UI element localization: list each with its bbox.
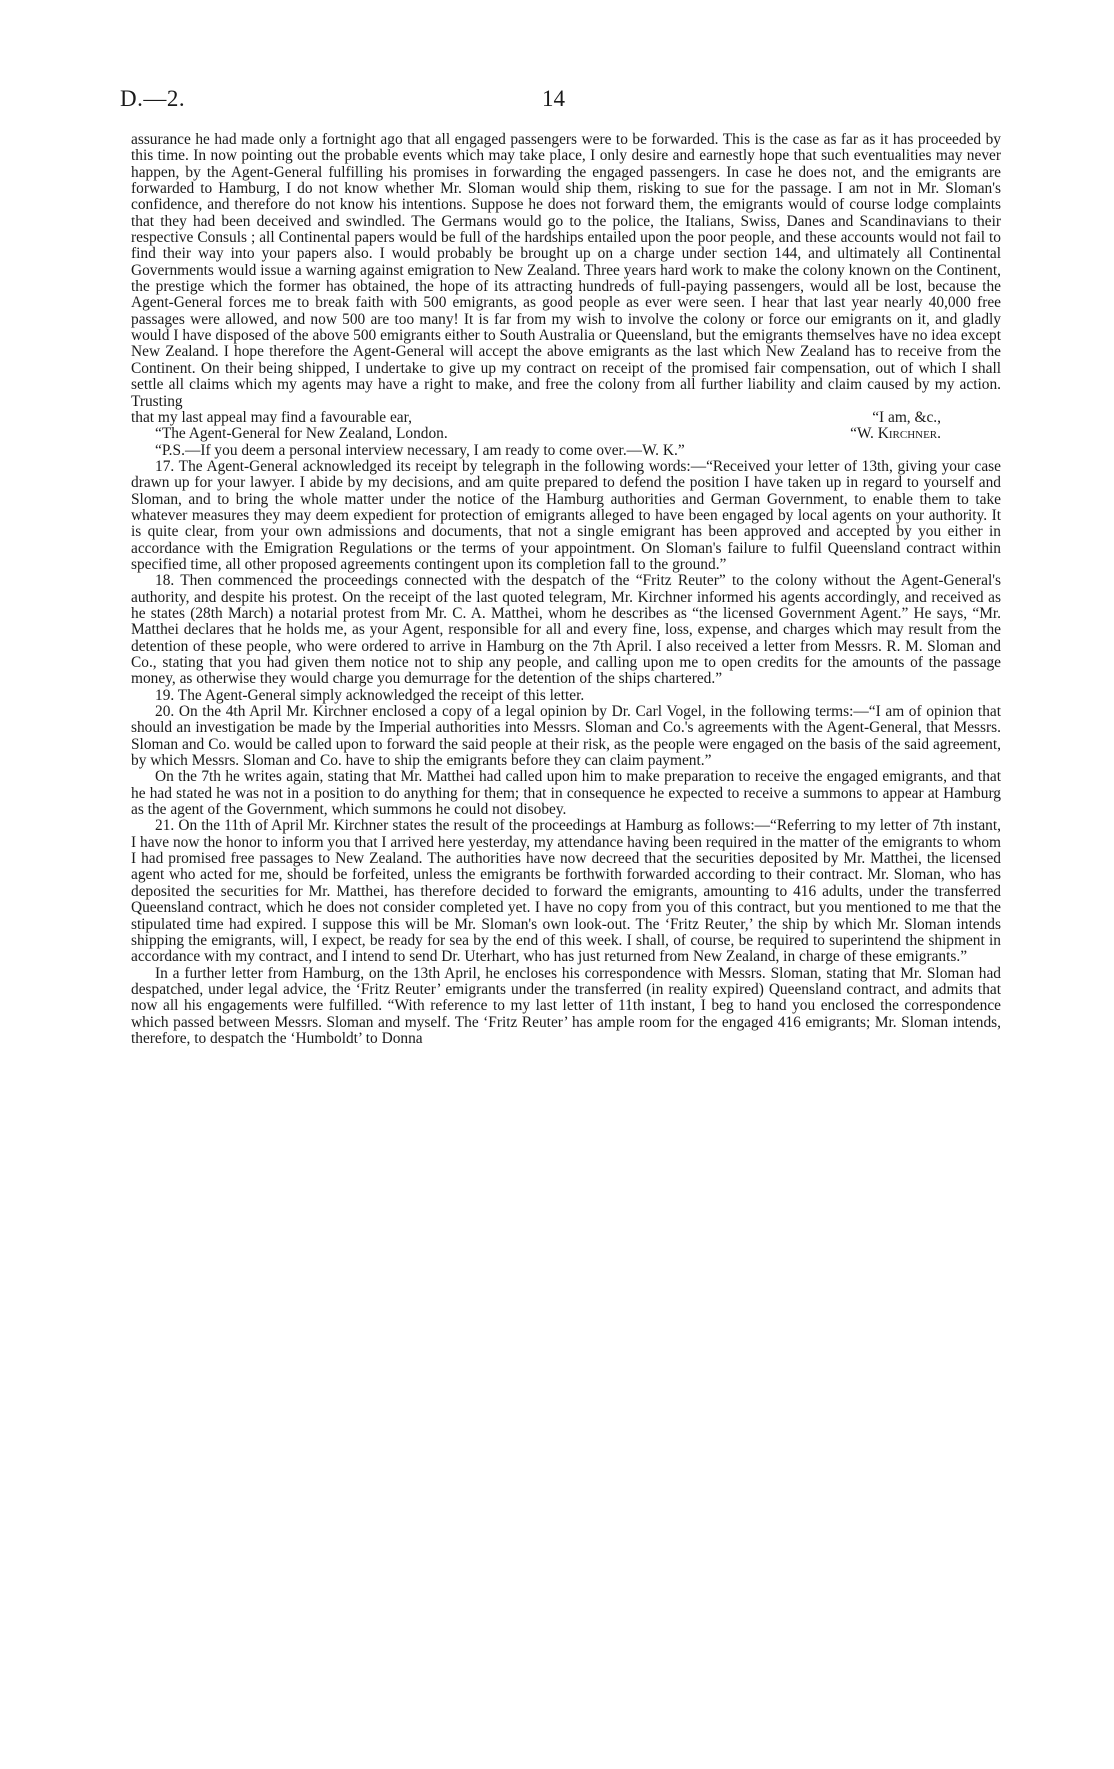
signature: “W. Kirchner. xyxy=(850,425,941,443)
closing-text: that my last appeal may find a favourable ear, xyxy=(131,408,412,426)
document-body xyxy=(131,132,1001,1047)
postscript: “P.S.—If you deem a personal interview necessary, I am ready to come over.—W. K.” xyxy=(155,441,685,459)
paragraph-20-continued: On the 7th he writes again, stating that Mr. Matthei had called upon him to make preparation to receive the engaged emigrants, and that he had stated he was not in a position to do anything for them; that in consequence he expected to receive a summons to appear at Hamburg as the agent of the Government, which summons he could not disobey. xyxy=(131,768,1001,819)
addressee: “The Agent-General for New Zealand, London. xyxy=(155,425,448,443)
paragraph-18: 18. Then commenced the proceedings connected with the despatch of the “Fritz Reuter” to the colony without the Agent-General's authority, and despite his protest. On the receipt of the last quoted telegram, Mr. Kirchner informed his agents accordingly, and received as he states (28th March) a notarial protest from Mr. C. A. Matthei, whom he describes as “the licensed Government Agent.” He says, “Mr. Matthei declares that he holds me, as your Agent, responsible for all and every fine, loss, expense, and charges which may result from the detention of these people, who were ordered to arrive in Hamburg on the 7th April. I also received a letter from Messrs. R. M. Sloman and Co., stating that you had given them notice not to ship any people, and calling upon me to open credits for the amounts of the passage money, as otherwise they would charge you demurrage for the detention of the ships chartered.” xyxy=(131,572,1001,688)
page-number: 14 xyxy=(542,86,565,111)
paragraph-21-continued: In a further letter from Hamburg, on the 13th April, he encloses his correspondence with Messrs. Sloman, stating that Mr. Sloman had despatched, under legal advice, the ‘Fritz Reuter’ emigrants under the transferred (in reality expired) Queensland contract, and admits that now all his engagements were fulfilled. “With reference to my last letter of 11th instant, I beg to hand you enclosed the correspondence which passed between Messrs. Sloman and myself. The ‘Fritz Reuter’ has ample room for the engaged 416 emigrants; Mr. Sloman intends, therefore, to despatch the ‘Humboldt’ to Donna xyxy=(131,964,1001,1047)
closing-line xyxy=(131,410,1001,426)
paragraph-21: 21. On the 11th of April Mr. Kirchner states the result of the proceedings at Hamburg as follows:—“Referring to my letter of 7th instant, I have now the honor to inform you that I arrived here yesterday, my attendance having been required in the matter of the emigrants to whom I had promised free passages to New Zealand. The authorities have now decreed that the securities deposited by Mr. Matthei, the licensed agent who acted for me, should be forfeited, unless the emigrants be forthwith forwarded according to their contract. Mr. Sloman, who has deposited the securities for Mr. Matthei, has therefore decided to forward the emigrants, amounting to 416 adults, under the transferred Queensland contract, which he does not consider completed yet. I have no copy from you of this contract, but you mentioned to me that the stipulated time had expired. I suppose this will be Mr. Sloman's own look-out. The ‘Fritz Reuter,’ the ship by which Mr. Sloman intends shipping the emigrants, will, I expect, be ready for sea by the end of this week. I shall, of course, be required to superintend the shipment in accordance with my contract, and I intend to send Dr. Uterhart, who has just returned from New Zealand, in charge of these emigrants.” xyxy=(131,817,1001,966)
paragraph-20: 20. On the 4th April Mr. Kirchner enclosed a copy of a legal opinion by Dr. Carl Vogel, in the following terms:—“I am of opinion that should an investigation be made by the Imperial authorities into Messrs. Sloman and Co.'s agreements with the Agent-General, that Messrs. Sloman and Co. would be called upon to forward the said people at their risk, as the people were engaged on the basis of the said agreement, by which Messrs. Sloman and Co. have to ship the emigrants before they can claim payment.” xyxy=(131,703,1001,770)
paragraph-19: 19. The Agent-General simply acknowledged the receipt of this letter. xyxy=(155,686,585,704)
paragraph-continued-letter: assurance he had made only a fortnight ago that all engaged passengers were to be forwarded. This is the case as far as it has proceeded by this time. In now pointing out the probable events which may take place, I only desire and earnestly hope that such eventualities may never happen, by the Agent-General fulfilling his promises in forwarding the engaged passengers. In case he does not, and the emigrants are forwarded to Hamburg, I do not know whether Mr. Sloman would ship them, risking to sue for the passage. I am not in Mr. Sloman's confidence, and therefore do not know his intentions. Suppose he does not forward them, the emigrants would of course lodge complaints that they had been deceived and swindled. The Germans would go to the police, the Italians, Swiss, Danes and Scandinavians to their respective Consuls ; all Continental papers would be full of the hardships entailed upon the poor people, and these accounts would not fail to find their way into your papers also. I would probably be brought up on a charge under section 144, and ultimately all Continental Governments would issue a warning against emigration to New Zealand. Three years hard work to make the colony known on the Continent, the prestige which the former has obtained, the hope of its attracting hundreds of full-paying passengers, would all be lost, because the Agent-General forces me to break faith with 500 emigrants, as good people as ever were seen. I hear that last year nearly 40,000 free passages were allowed, and now 500 are too many! It is far from my wish to involve the colony or force our emigrants on it, and gladly would I have disposed of the above 500 emigrants either to South Australia or Queensland, but the emigrants themselves have no idea except New Zealand. I hope therefore the Agent-General will accept the above emigrants as the last which New Zealand has to receive from the Continent. On their being shipped, I undertake to give up my contract on receipt of the promised fair compensation, out of which I shall settle all claims which my agents may have a right to make, and free the colony from all further liability and claim caused by my action. Trusting xyxy=(131,131,1001,410)
closing-salutation: “I am, &c., xyxy=(872,408,941,426)
document-code: D.—2. xyxy=(120,86,186,111)
paragraph-17: 17. The Agent-General acknowledged its receipt by telegraph in the following words:—“Received your letter of 13th, giving your case drawn up for your lawyer. I abide by my decisions, and am quite prepared to defend the position I have taken up in regard to yourself and Sloman, and to bring the whole matter under the notice of the Hamburg authorities and German Government, to enable them to take whatever measures they may deem expedient for protection of emigrants alleged to have been engaged by local agents on your authority. It is quite clear, from your own admissions and documents, that not a single emigrant has been approved and accepted by you either in accordance with the Emigration Regulations or the terms of your appointment. On Sloman's failure to fulfil Queensland contract within specified time, all other proposed agreements contingent upon its completion fall to the ground.” xyxy=(131,457,1001,573)
signature-line xyxy=(131,426,1001,442)
